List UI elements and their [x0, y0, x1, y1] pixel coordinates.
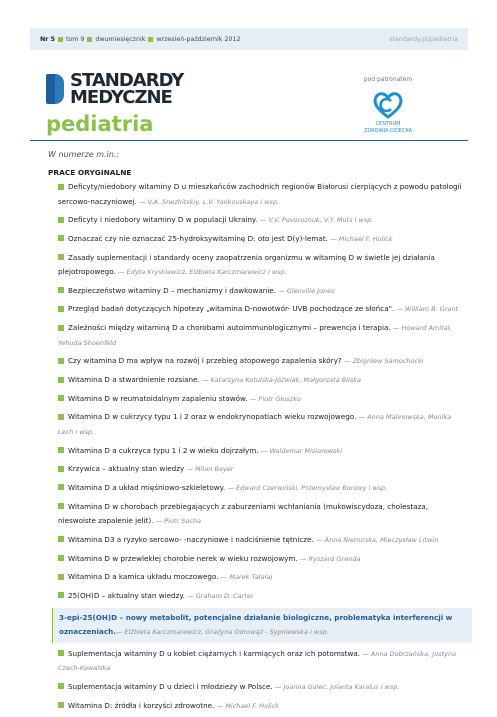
bullet-square-icon: [58, 503, 64, 509]
list-item[interactable]: [58, 500, 468, 529]
list-item[interactable]: [58, 284, 468, 299]
article-title: Witamina D3 a ryzyko sercowo- -naczyniowe i nadciśnienie tętnicze.: [68, 534, 314, 544]
article-title: Witamina D w reumatoidalnym zapaleniu stawów.: [68, 393, 248, 403]
list-item[interactable]: [58, 321, 468, 350]
list-item[interactable]: [58, 354, 468, 369]
issue-number: Nr 5: [40, 35, 55, 43]
bullet-square-icon: [87, 37, 92, 42]
article-authors: — Marek Tałałaj: [220, 573, 273, 582]
bullet-square-icon: [58, 702, 64, 708]
list-item[interactable]: [58, 410, 468, 439]
bullet-square-icon: [148, 37, 153, 42]
article-authors: — Edyta Kryskiewicz, Elżbieta Karczmarewicz i wsp.: [118, 268, 287, 277]
bullet-square-icon: [58, 377, 64, 383]
article-authors: — Katarzyna Kotulska-Jóźwiak, Małgorzata Bilska: [202, 376, 361, 384]
article-authors: — Michael F. Holick: [330, 234, 393, 243]
article-authors: — Howard Amital, Yehuda Shoenfeld: [58, 324, 452, 347]
article-authors: — Waldemar Misiorowski: [260, 446, 343, 455]
brand-line-2: MEDYCZNE: [70, 87, 172, 108]
patronage-label: pod patronatem: [363, 76, 413, 83]
article-authors: — Glenville Jones: [278, 286, 335, 295]
issue-info-bar: [30, 28, 468, 50]
patron-org-line-1: CENTRUM: [375, 121, 401, 127]
article-authors: — Joanna Golec, Jolanta Karalus i wsp.: [274, 682, 400, 691]
article-authors: — Piotr Socha: [155, 517, 202, 526]
heart-logo-icon: [373, 91, 403, 119]
bullet-square-icon: [58, 217, 64, 223]
article-title: Suplementacja witaminy D u dzieci i młodzieży w Polsce.: [68, 681, 273, 691]
bullet-square-icon: [58, 37, 63, 42]
article-title: Deficyty i niedobory witaminy D w populacji Ukrainy.: [68, 215, 258, 225]
list-item[interactable]: [58, 647, 468, 676]
highlighted-list-item[interactable]: [52, 608, 472, 643]
bullet-square-icon: [58, 466, 64, 472]
patronage-block: [360, 76, 416, 135]
site-url-link[interactable]: standardy.pl/pediatria: [389, 35, 458, 43]
bullet-square-icon: [58, 358, 64, 364]
header-divider: [30, 140, 468, 141]
article-authors: — Elżbieta Karczmarewicz, Grażyna Odrowąż - Sypniewska i wsp.: [115, 628, 329, 637]
bullet-square-icon: [58, 592, 64, 598]
bullet-square-icon: [58, 447, 64, 453]
article-authors: — Edward Czerwiński, Przemysław Borowy i wsp.: [227, 483, 388, 492]
article-title: Suplementacja witaminy D u kobiet ciężarnych i karmiących oraz ich potomstwa.: [68, 648, 361, 658]
article-title: Deficyty/niedobory witaminy D u mieszkańców zachodnich regionów Białorusi cierpiących z powodu patologii sercowo-naczyniowej.: [58, 182, 462, 206]
article-title: 3-epi-25(OH)D – nowy metabolit, potencjalne działanie biologiczne, problematyka interferencji w oznaczeniach.: [59, 612, 453, 637]
issue-volume: tom 9: [65, 35, 85, 43]
section-title: PRACE ORYGINALNE: [48, 168, 132, 177]
article-title: Oznaczać czy nie oznaczać 25-hydroksywitaminę D: oto jest D(y)-lemat.: [68, 233, 328, 243]
list-item[interactable]: [58, 680, 468, 695]
article-authors: — Piotr Głuszko: [249, 394, 301, 403]
article-title: Przegląd badań dotyczących hipotezy „witamina D-nowotwór- UVB pochodzące ze słońca".: [68, 304, 395, 314]
article-authors: — Milan Bayer: [186, 465, 234, 474]
article-title: Czy witamina D ma wpływ na rozwój i przebieg atopowego zapalenia skóry?: [68, 356, 342, 366]
list-item[interactable]: [58, 552, 468, 567]
list-item[interactable]: [58, 251, 468, 280]
list-item[interactable]: [58, 302, 468, 317]
brand-wordmark: [70, 72, 183, 106]
article-title: Witamina D a cukrzyca typu 1 i 2 w wieku dojrzałym.: [68, 445, 259, 455]
patron-org-line-2: ZDROWIA DZIECKA: [363, 128, 413, 134]
article-title: Witamina D: źródła i korzyści zdrowotne.: [68, 700, 215, 710]
article-authors: — Zbigniew Samochocki: [343, 357, 424, 366]
list-item[interactable]: [58, 481, 468, 496]
list-item[interactable]: [58, 373, 468, 388]
article-authors: — Graham D. Carter: [187, 591, 254, 600]
bullet-square-icon: [58, 574, 64, 580]
bullet-square-icon: [58, 325, 64, 331]
list-item[interactable]: [58, 213, 468, 228]
article-title: Witamina D w cukrzycy typu 1 i 2 oraz w endokrynopatiach wieku rozwojowego.: [68, 412, 357, 422]
brand-line-1: STANDARDY: [70, 70, 184, 91]
article-authors: — William B. Grant: [396, 305, 459, 314]
bullet-square-icon: [58, 395, 64, 401]
list-item[interactable]: [58, 444, 468, 459]
article-title: Witamina D a układ mięśniowo-szkieletowy.: [68, 482, 226, 492]
brand-mark-icon: [46, 72, 66, 106]
bullet-square-icon: [58, 536, 64, 542]
article-title: Zasady suplementacji i standardy oceny zaopatrzenia organizmu w witaminę D w świetle jej działania plejotropowego.: [58, 252, 435, 277]
bullet-square-icon: [58, 683, 64, 689]
list-item[interactable]: [58, 533, 468, 548]
bullet-square-icon: [58, 555, 64, 561]
article-authors: — Anna Malinowska, Monika Lech i wsp.: [58, 413, 452, 436]
intro-text: W numerze m.in.:: [48, 150, 120, 159]
article-title: Witamina D a kamica układu moczowego.: [68, 572, 219, 582]
bullet-square-icon: [58, 287, 64, 293]
article-authors: — Michael F. Holick: [216, 701, 280, 710]
article-authors: — Ryszard Grenda: [299, 554, 361, 563]
article-title: Witamina D w przewlekłej chorobie nerek w wieku rozwojowym.: [68, 553, 298, 563]
bullet-square-icon: [58, 650, 64, 656]
list-item[interactable]: [58, 232, 468, 247]
list-item[interactable]: [58, 589, 468, 604]
list-item[interactable]: [58, 180, 468, 209]
bullet-square-icon: [58, 306, 64, 312]
list-item[interactable]: [58, 462, 468, 477]
article-list: [58, 180, 468, 717]
list-item[interactable]: [58, 570, 468, 585]
bullet-square-icon: [58, 254, 64, 260]
bullet-square-icon: [58, 235, 64, 241]
issue-date: wrzesień-październik 2012: [156, 35, 241, 43]
issue-frequency: dwumiesięcznik: [95, 35, 146, 43]
article-authors: — Anna Dobrzańska, Justyna Czech-Kowalska: [58, 649, 457, 673]
article-title: Bezpieczeństwo witaminy D – mechanizmy i dawkowanie.: [68, 285, 276, 295]
article-title: Witamina D w chorobach przebiegających z zaburzeniami wchłaniania (mukowiscydoza, cholestaza, nieswoiste zapalenie jelit).: [58, 501, 429, 526]
article-authors: — Anna Niemirska, Mieczysław Litwin: [316, 535, 439, 544]
journal-subtitle: pediatria: [46, 112, 154, 136]
list-item[interactable]: [58, 699, 468, 714]
brand-logo: [46, 72, 183, 106]
list-item[interactable]: [58, 392, 468, 407]
article-title: Witamina D a stwardnienie rozsiane.: [68, 375, 200, 384]
bullet-square-icon: [58, 484, 64, 490]
article-authors: — V.V. Povoroznuk, V.Y. Muts i wsp.: [259, 216, 374, 225]
article-title: Zależności między witaminą D a chorobami autoimmunologicznymi – prewencja i terapia.: [68, 323, 391, 333]
bullet-square-icon: [58, 184, 64, 190]
article-title: Krzywica – aktualny stan wiedzy: [68, 464, 185, 474]
bullet-square-icon: [58, 414, 64, 420]
patron-org-name: [360, 121, 416, 135]
article-authors: — V.A. Snezhitskiy, L.V. Yankovskaya i wsp.: [139, 197, 280, 206]
article-title: 25(OH)D – aktualny stan wiedzy.: [68, 590, 185, 600]
